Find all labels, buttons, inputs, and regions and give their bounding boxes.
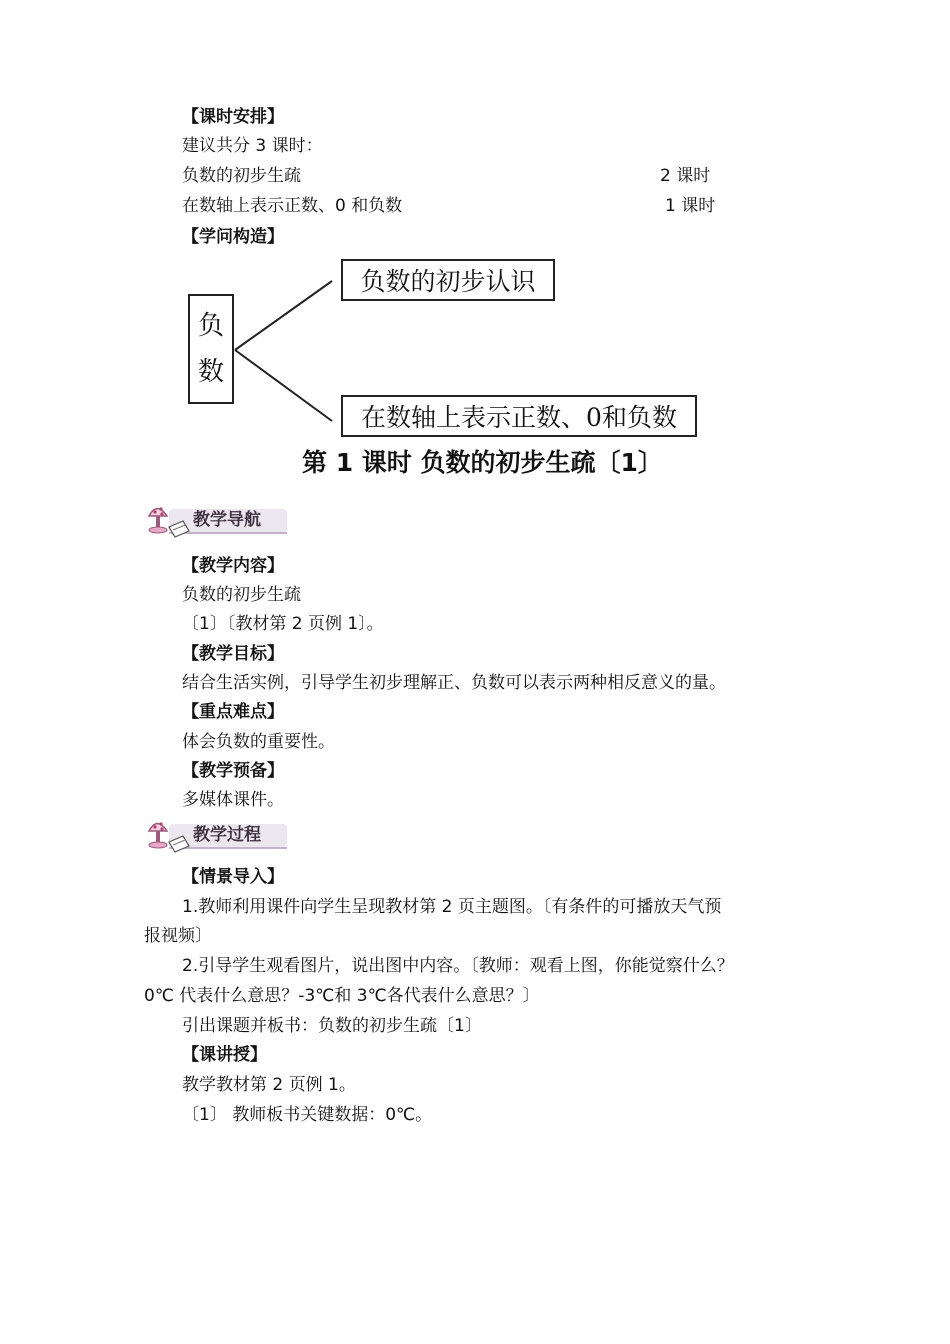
branch-label-top: 负数的初步认识 — [360, 267, 536, 296]
teach-line-1: 教学教材第 2 页例 1。 — [182, 1075, 356, 1095]
branch-line-bottom — [235, 350, 332, 421]
intro-heading: 【情景导入】 — [182, 867, 284, 887]
process-p2-line2: 0℃ 代表什么意思？-3℃和 3℃各代表什么意思？〕 — [144, 986, 540, 1006]
process-p1-line2: 报视频〕 — [144, 926, 212, 946]
branch-label-bottom: 在数轴上表示正数、0和负数 — [361, 403, 677, 432]
branch-lines — [0, 0, 950, 460]
nav-badge — [143, 498, 293, 542]
lesson-title: 第 1 课时 负数的初步生疏〔1〕 — [302, 448, 663, 477]
prep-text: 多媒体课件。 — [182, 790, 284, 810]
prep-heading: 【教学预备】 — [182, 761, 284, 781]
structure-heading: 【学问构造】 — [182, 227, 284, 247]
nav-badge-label: 教学导航 — [193, 510, 261, 530]
branch-box-top — [341, 259, 555, 301]
content-heading: 【教学内容】 — [182, 556, 284, 576]
schedule-topic-1: 负数的初步生疏 — [182, 166, 301, 186]
goal-heading: 【教学目标】 — [182, 644, 284, 664]
teach-line-2: 〔1〕 教师板书关键数据：0℃。 — [182, 1105, 433, 1125]
root-char-2: 数 — [197, 357, 224, 387]
branch-line-top — [235, 281, 332, 350]
branch-box-bottom — [341, 395, 697, 437]
schedule-intro: 建议共分 3 课时： — [182, 136, 323, 156]
goal-text: 结合生活实例，引导学生初步理解正、负数可以表示两种相反意义的量。 — [182, 673, 726, 693]
schedule-topic-2: 在数轴上表示正数、0 和负数 — [182, 196, 403, 216]
process-p1-line1: 1.教师利用课件向学生呈现教材第 2 页主题图。〔有条件的可播放天气预 — [182, 897, 722, 917]
root-char-1: 负 — [197, 311, 224, 341]
key-heading: 【重点难点】 — [182, 702, 284, 722]
teach-heading: 【课讲授】 — [182, 1045, 267, 1065]
schedule-hours-1: 2 课时 — [660, 166, 711, 186]
content-line-1: 负数的初步生疏 — [182, 585, 301, 605]
process-badge-label: 教学过程 — [193, 825, 261, 845]
content-line-2: 〔1〕〔教材第 2 页例 1〕。 — [182, 614, 384, 634]
process-badge — [143, 813, 293, 857]
schedule-hours-2: 1 课时 — [665, 196, 716, 216]
key-text: 体会负数的重要性。 — [182, 732, 335, 752]
process-p2-line1: 2.引导学生观看图片，说出图中内容。〔教师：观看上图，你能觉察什么？ — [182, 956, 734, 976]
process-p3: 引出课题并板书：负数的初步生疏〔1〕 — [182, 1016, 482, 1036]
schedule-heading: 【课时安排】 — [182, 107, 284, 127]
